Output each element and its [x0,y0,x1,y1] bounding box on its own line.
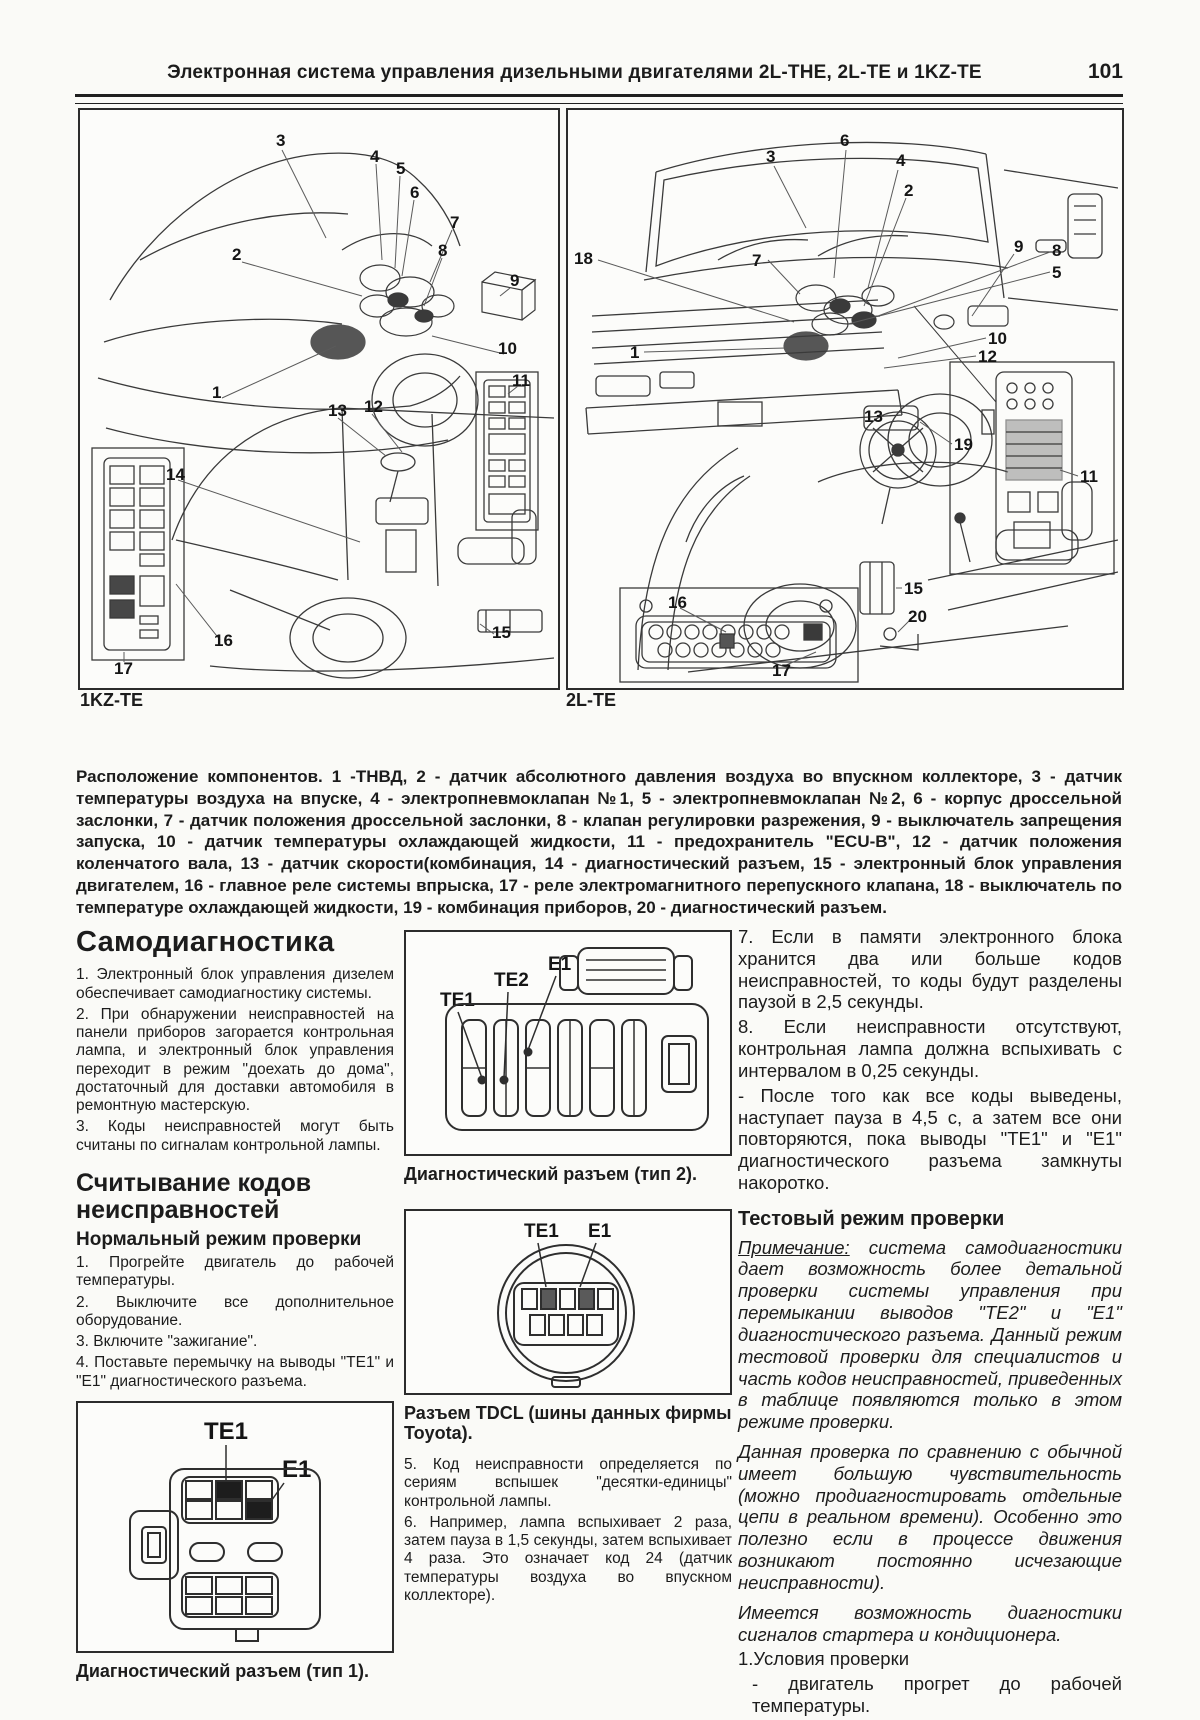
subheading-normal-mode: Нормальный режим проверки [76,1228,362,1250]
heading-test-mode: Тестовый режим проверки [738,1207,1005,1230]
paragraph: 7. Если в памяти электронного блока хранится два или больше кодов неисправностей, то коды будут разделены паузой в 2,5 секунды. [738,926,1122,1013]
callout-17: 17 [114,659,133,678]
callout-18: 18 [574,249,593,268]
callout-20: 20 [908,607,927,626]
condition-item: - двигатель прогрет до рабочей температуры. [752,1673,1122,1717]
paragraph-italic: Имеется возможность диагностики сигналов стартера и кондиционера. [738,1601,1122,1645]
callout-10: 10 [988,329,1007,348]
terminal-label-te2: TE2 [494,970,529,991]
engine-cluster-right [784,285,1008,360]
middle-column [404,930,732,1608]
vehicle-diagram-1kz-te [80,110,554,684]
right-column [738,926,1122,1720]
header-rule [75,94,1123,104]
callout-7: 7 [450,213,460,232]
figure-connector-type1 [76,1401,394,1653]
callout-15: 15 [492,623,511,642]
connector-inset-bottom [620,588,858,682]
components-paragraph: Расположение компонентов. 1 -ТНВД, 2 - датчик абсолютного давления воздуха во впускном коллекторе, 3 - датчик температуры воздуха на впуске, 4 - электропневмоклапан №1, 5 - электропневмоклапан №2, 6 - корпус дроссельной заслонки, 7 - датчик положения дроссельной заслонки, 8 - клапан регулировки разрежения, 9 - выключатель запрещения запуска, 10 - датчик температуры охлаждающей жидкости, 11 - предохранитель "ECU-B", 12 - датчик положения коленчатого вала, 13 - датчик скорости(комбинация, 14 - диагностический разъем, 15 - электронный блок управления двигателем, 16 - главное реле системы впрыска, 17 - реле электромагнитного перепускного клапана, 18 - выключатель по температуре охлаждающей жидкости, 19 - комбинация приборов, 20 - диагностический разъем. [76,767,1122,917]
terminal-label-e1: E1 [548,954,572,975]
callout-11: 11 [1080,467,1098,486]
connector-body [446,948,708,1130]
callout-10: 10 [498,339,517,358]
heading-self-diagnostics: Самодиагностика [76,926,335,958]
callout-4: 4 [370,147,380,166]
callout-3: 3 [766,147,776,166]
callout-16: 16 [214,631,233,650]
note-paragraph [738,1237,1122,1433]
connector-tdcl-diagram [406,1211,726,1389]
connector-type1-diagram [78,1403,388,1647]
callout-13: 13 [864,407,883,426]
callout-9: 9 [1014,237,1024,256]
paragraph: 8. Если неисправности отсутствуют, контрольная лампа должна вспыхивать с интервалом в 0,25 секунды. [738,1016,1122,1081]
fuse-panel-inset-right [914,306,1114,574]
callout-5: 5 [396,159,406,178]
caption-connector-type1: Диагностический разъем (тип 1). [76,1660,369,1681]
paragraph: 5. Код неисправности определяется по сериям вспышек "десятки-единицы" контрольной лампы. [404,1456,732,1510]
page-title: Электронная система управления дизельными двигателями 2L-THE, 2L-TE и 1KZ-TE [167,62,982,83]
caption-connector-type2: Диагностический разъем (тип 2). [404,1164,697,1184]
step-item: 3. Включите "зажигание". [76,1333,258,1351]
note-label: Примечание: [738,1236,850,1258]
callout-3: 3 [276,131,286,150]
step-item: 2. Выключите все дополнительное оборудование. [76,1293,394,1329]
callout-19: 19 [954,435,973,454]
conditions-heading: 1.Условия проверки [738,1648,910,1670]
relay-box-inset-right [476,372,538,530]
vehicle-diagram-2l-te [568,110,1118,684]
terminal-label-te1: TE1 [440,990,475,1011]
terminal-label-e1: E1 [282,1455,312,1483]
step-item: 4. Поставьте перемычку на выводы "ТЕ1" и "Е1" диагностического разъема. [76,1354,394,1390]
callout-12: 12 [978,347,997,366]
figure-connector-type2 [404,930,732,1156]
heading-reading-codes: Считывание кодов неисправностей [76,1169,312,1224]
figure-vehicle-1kz-te [78,108,560,690]
callouts-right [574,131,1098,680]
terminal-label-e1: E1 [588,1220,612,1242]
callout-15: 15 [904,579,923,598]
note-text: система самодиагностики дает возможность более детальной проверки системы управления при перемыкании выводов "ТЕ2" и "Е1" диагностического разъема. Данный режим тестовой проверки для специалистов и часть кодов неисправностей, приведенных в таблице появляются только в этом режиме проверки. [738,1236,1122,1433]
callout-6: 6 [410,183,420,202]
callout-2: 2 [904,181,914,200]
callout-2: 2 [232,245,242,264]
paragraph: - После того как все коды выведены, наступает пауза в 4,5 с, а затем все они повторяются, пока выводы "ТЕ1" и "Е1" диагностического разъема замкнуты накоротко. [738,1084,1122,1194]
callout-17: 17 [772,661,791,680]
callout-12: 12 [364,397,383,416]
callout-1: 1 [630,343,640,362]
paragraph: 2. При обнаружении неисправностей на панели приборов загорается контрольная лампа, и электронный блок управления переходит в режим "доехать до дома", достаточный для доставки автомобиля в ремонтную мастерскую. [76,1005,394,1115]
callout-8: 8 [438,241,448,260]
van-front-view [98,153,478,453]
paragraph: 1. Электронный блок управления дизелем обеспечивает самодиагностику системы. [76,966,394,1002]
callout-4: 4 [896,151,906,170]
left-column [76,925,394,1682]
callout-14: 14 [166,465,185,484]
callout-6: 6 [840,131,850,150]
callout-7: 7 [752,251,762,270]
terminal-label-te1: TE1 [524,1220,559,1242]
step-item: 1. Прогрейте двигатель до рабочей температуры. [76,1253,394,1290]
callout-1: 1 [212,383,222,402]
figure-label-1kz-te: 1KZ-TE [80,690,143,710]
callout-9: 9 [510,271,520,290]
figure-label-2l-te: 2L-TE [566,690,617,710]
paragraph: 6. Например, лампа вспыхивает 2 раза, затем пауза в 1,5 секунды, затем вспыхивает 4 раза. Это означает код 24 (датчик температуры воздуха во впускном коллекторе). [404,1513,732,1605]
connector-body [498,1243,634,1387]
callout-16: 16 [668,593,687,612]
terminal-label-te1: TE1 [204,1417,249,1445]
callout-8: 8 [1052,241,1062,260]
paragraph-italic: Данная проверка по сравнению с обычной имеет большую чувствительность (можно продиагностировать отдельные цепи в реальном времени). Особенно это полезно если в процессе движения возникают постоянно исчезающие неисправности). [738,1440,1122,1593]
callout-13: 13 [328,401,347,420]
caption-connector-tdcl: Разъем TDCL (шины данных фирмы Toyota). [404,1402,732,1444]
figure-vehicle-2l-te [566,108,1124,690]
paragraph: 3. Коды неисправностей могут быть считаны по сигналам контрольной лампы. [76,1118,394,1154]
figure-connector-tdcl [404,1209,732,1395]
page-number: 101 [1087,60,1123,83]
page-header [75,60,1123,84]
connector-type2-diagram [406,932,726,1150]
callout-5: 5 [1052,263,1062,282]
callout-11: 11 [512,371,530,390]
